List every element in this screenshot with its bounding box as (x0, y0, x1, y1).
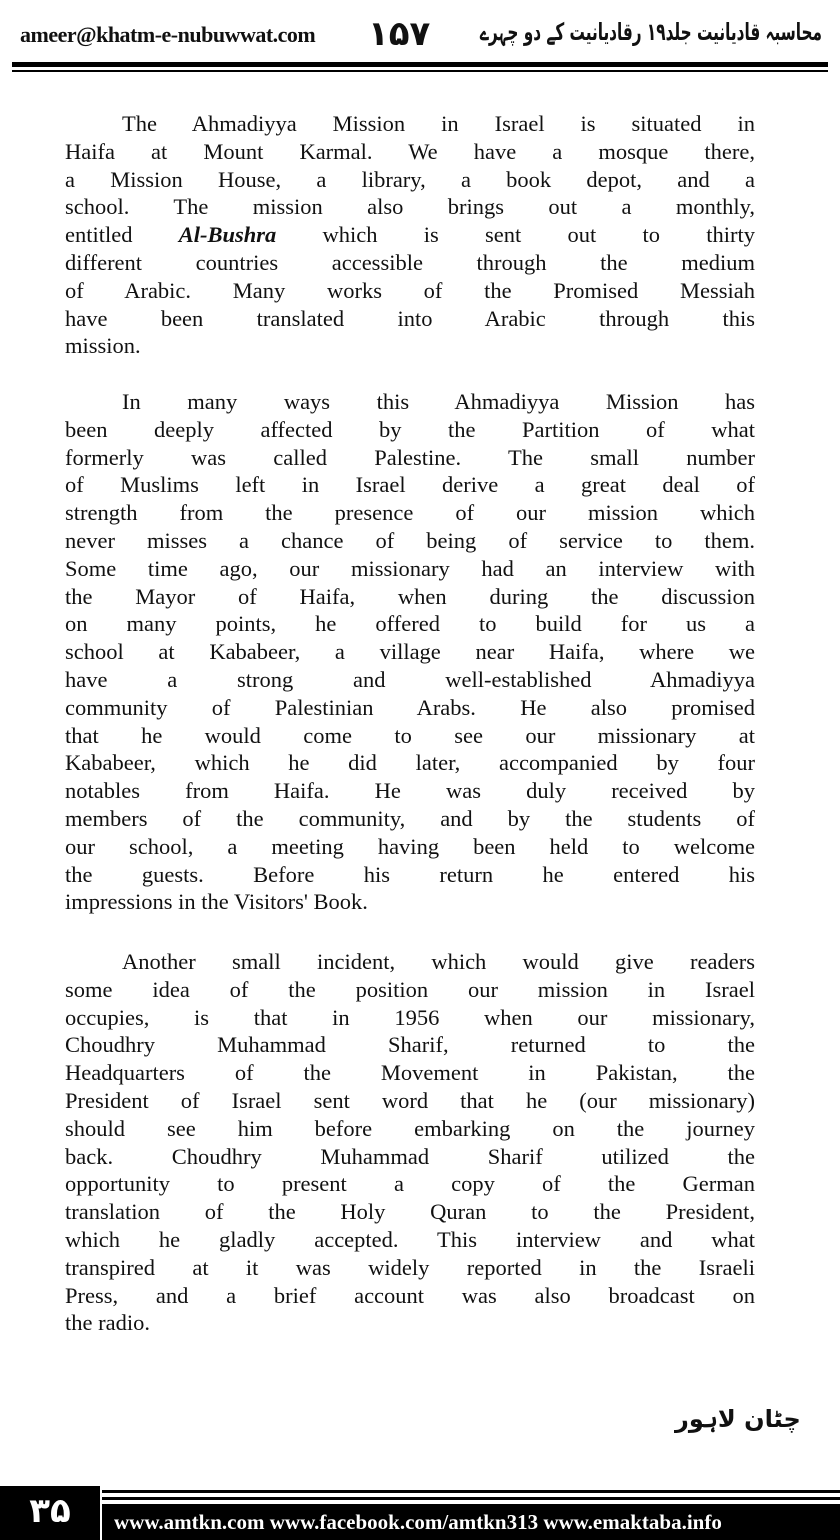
footer-rule (102, 1490, 840, 1493)
text-line: Some time ago, our missionary had an interview with (65, 555, 755, 581)
text-line: the Mayor of Haifa, when during the discussion (65, 583, 755, 609)
text-line: on many points, he offered to build for us a (65, 611, 755, 637)
text-line: strength from the presence of our mission which (65, 500, 755, 526)
footer-links: www.amtkn.com www.facebook.com/amtkn313 www.emaktaba.info (102, 1504, 840, 1540)
text-line: back. Choudhry Muhammad Sharif utilized the (65, 1143, 755, 1169)
periodical-title: Al-Bushra (178, 222, 277, 248)
text-line: should see him before embarking on the journey (65, 1115, 755, 1141)
text-line: our school, a meeting having been held to welcome (65, 833, 755, 859)
paragraph-1 (65, 110, 755, 360)
text-line: different countries accessible through the medium (65, 249, 755, 275)
signature: چٹان لاہور (675, 1405, 801, 1433)
header-email: ameer@khatm-e-nubuwwat.com (20, 22, 316, 47)
text-line: a Mission House, a library, a book depot, and a (65, 166, 755, 192)
paragraph-2 (65, 388, 755, 916)
text-line: have a strong and well-established Ahmadiyya (65, 666, 755, 692)
header-rule-thick (12, 62, 828, 67)
header-page-number: ۱۵۷ (368, 14, 431, 54)
text-line: translation of the Holy Quran to the President, (65, 1199, 755, 1225)
text-line: school. The mission also brings out a monthly, (65, 194, 755, 220)
text-line: members of the community, and by the students of (65, 805, 755, 831)
text-line: never misses a chance of being of service to them. (65, 527, 755, 553)
text-line: that he would come to see our missionary at (65, 722, 755, 748)
header-book-title: محاسبہ قادیانیت جلد۱۹ رقادیانیت کے دو چہرے (479, 18, 822, 46)
footer-rule (102, 1497, 840, 1500)
header-rule-thin (12, 70, 828, 72)
text-line: been deeply affected by the Partition of what (65, 416, 755, 442)
text-line: occupies, is that in 1956 when our missionary, (65, 1004, 755, 1030)
text-line: of Muslims left in Israel derive a great deal of (65, 472, 755, 498)
text-line: Press, and a brief account was also broadcast on (65, 1282, 755, 1308)
text-line: school at Kababeer, a village near Haifa, where we (65, 639, 755, 665)
text-line: notables from Haifa. He was duly received by (65, 778, 755, 804)
text-line: Choudhry Muhammad Sharif, returned to the (65, 1032, 755, 1058)
text-line: Haifa at Mount Karmal. We have a mosque there, (65, 138, 755, 164)
text-line: community of Palestinian Arabs. He also promised (65, 694, 755, 720)
text-line: the radio. (65, 1310, 150, 1336)
text-line: entitled Al-Bushra which is sent out to thirty (65, 222, 755, 248)
text-line: Another small incident, which would give readers (122, 949, 755, 974)
text-line: which he gladly accepted. This interview and what (65, 1226, 755, 1252)
text-line: In many ways this Ahmadiyya Mission has (122, 389, 755, 414)
text-line: transpired at it was widely reported in the Israeli (65, 1254, 755, 1280)
text-line: of Arabic. Many works of the Promised Messiah (65, 277, 755, 303)
text-line: Kababeer, which he did later, accompanied by four (65, 750, 755, 776)
text-line: have been translated into Arabic through this (65, 305, 755, 331)
footer-page-number: ۳۵ (0, 1486, 100, 1540)
text-line: The Ahmadiyya Mission in Israel is situated in (122, 111, 755, 136)
text-line: impressions in the Visitors' Book. (65, 889, 368, 915)
text-line: formerly was called Palestine. The small number (65, 444, 755, 470)
text-line: opportunity to present a copy of the German (65, 1171, 755, 1197)
text-line: President of Israel sent word that he (our missionary) (65, 1087, 755, 1113)
text-line: some idea of the position our mission in Israel (65, 976, 755, 1002)
text-line: Headquarters of the Movement in Pakistan, the (65, 1060, 755, 1086)
text-line: mission. (65, 333, 141, 359)
paragraph-3 (65, 948, 755, 1337)
text-line: the guests. Before his return he entered his (65, 861, 755, 887)
header-book-title-box (480, 18, 822, 54)
